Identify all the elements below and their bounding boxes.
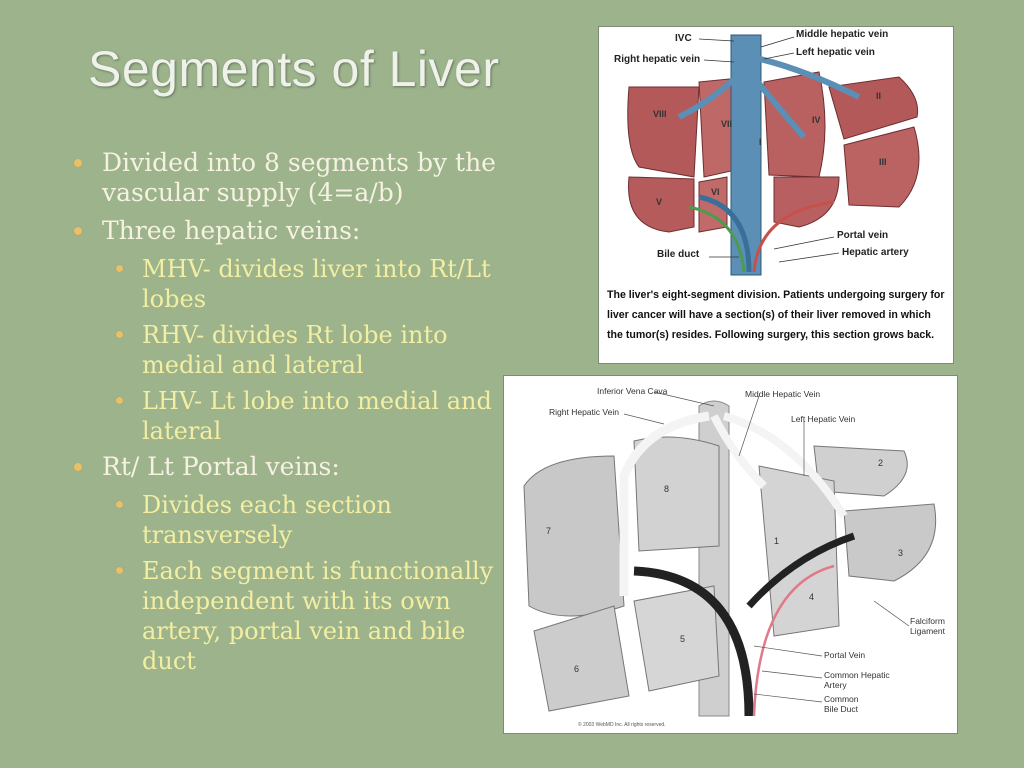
segment-label: 2	[878, 458, 884, 468]
sub-bullet-item	[72, 320, 512, 380]
inferior-vena-cava-label: Inferior Vena Cava	[597, 386, 668, 396]
segment-7-shape	[524, 456, 624, 616]
right-hepatic-vein-label: Right hepatic vein	[614, 54, 701, 65]
bullet-dot-icon	[74, 463, 82, 471]
bullet-dot-icon	[74, 159, 82, 167]
segment-label: 3	[898, 548, 904, 558]
segment-label: 7	[546, 526, 552, 536]
segment-iii-shape	[844, 127, 919, 207]
bullet-dot-icon	[116, 567, 123, 574]
figure-caption: The liver's eight-segment division. Patients undergoing surgery for liver cancer will have a section(s) of their liver removed in which the tumor(s) resides. Following surgery, this section grows back.	[607, 289, 945, 341]
bullet-list	[72, 148, 512, 682]
sub-bullet-item	[72, 254, 512, 314]
right-hepatic-vein-label: Right Hepatic Vein	[549, 407, 619, 417]
bullet-dot-icon	[116, 265, 123, 272]
segment-8-shape	[634, 437, 719, 551]
portal-vein-label: Portal vein	[837, 230, 889, 241]
bullet-dot-icon	[116, 501, 123, 508]
segment-label: II	[876, 91, 882, 101]
sub-bullet-item	[72, 386, 512, 446]
slide-title: Segments of Liver	[88, 41, 500, 97]
segment-label: VIII	[653, 109, 667, 119]
bullet-item	[72, 148, 512, 208]
segment-label: III	[879, 157, 887, 167]
falciform-ligament-label: Falciform Ligament	[910, 616, 945, 636]
bullet-dot-icon	[116, 397, 123, 404]
bullet-item	[72, 216, 512, 246]
liver-vascular-figure	[503, 375, 958, 734]
ivc-label: IVC	[675, 33, 692, 44]
sub-bullet-text: LHV- Lt lobe into medial and lateral	[142, 387, 492, 445]
segment-viii-shape	[628, 87, 699, 177]
liver-segments-figure	[598, 26, 954, 364]
segment-label: 1	[774, 536, 780, 546]
common-bile-duct-label: Common Bile Duct	[824, 694, 859, 714]
segment-3-shape	[844, 504, 936, 581]
sub-bullet-item	[72, 490, 512, 550]
bullet-dot-icon	[74, 227, 82, 235]
middle-hepatic-vein-label: Middle Hepatic Vein	[745, 389, 821, 399]
segment-label: 5	[680, 634, 686, 644]
segment-label: VI	[711, 187, 720, 197]
bullet-text: Rt/ Lt Portal veins:	[102, 452, 340, 481]
copyright-notice: © 2003 WebMD Inc. All rights reserved.	[578, 722, 666, 728]
bile-duct-label: Bile duct	[657, 249, 700, 260]
sub-bullet-text: RHV- divides Rt lobe into medial and lateral	[142, 321, 448, 379]
segment-5-shape	[634, 586, 719, 691]
segment-label: VII	[721, 119, 733, 129]
sub-bullet-item	[72, 556, 512, 676]
hepatic-artery-label: Hepatic artery	[842, 247, 909, 258]
bullet-item	[72, 452, 512, 482]
segment-label: 8	[664, 484, 670, 494]
common-hepatic-artery-label: Common Hepatic Artery	[824, 670, 890, 690]
portal-vein-label: Portal Vein	[824, 650, 866, 660]
bullet-text: Three hepatic veins:	[102, 216, 361, 245]
sub-bullet-text: Each segment is functionally independent with its own artery, portal vein and bile duct	[142, 557, 494, 675]
segment-6-shape	[534, 606, 629, 711]
sub-bullet-text: Divides each section transversely	[142, 491, 392, 549]
middle-hepatic-vein-label: Middle hepatic vein	[796, 29, 889, 40]
bullet-text: Divided into 8 segments by the vascular supply (4=a/b)	[102, 148, 496, 207]
segment-label: V	[656, 197, 663, 207]
segment-label: 4	[809, 592, 815, 602]
segment-label: IV	[812, 115, 821, 125]
segment-label: I	[759, 137, 762, 147]
left-hepatic-vein-label: Left hepatic vein	[796, 47, 875, 58]
sub-bullet-text: MHV- divides liver into Rt/Lt lobes	[142, 255, 491, 313]
left-hepatic-vein-label: Left Hepatic Vein	[791, 414, 856, 424]
bullet-dot-icon	[116, 331, 123, 338]
segment-label: 6	[574, 664, 580, 674]
liver-illustration	[599, 27, 953, 283]
